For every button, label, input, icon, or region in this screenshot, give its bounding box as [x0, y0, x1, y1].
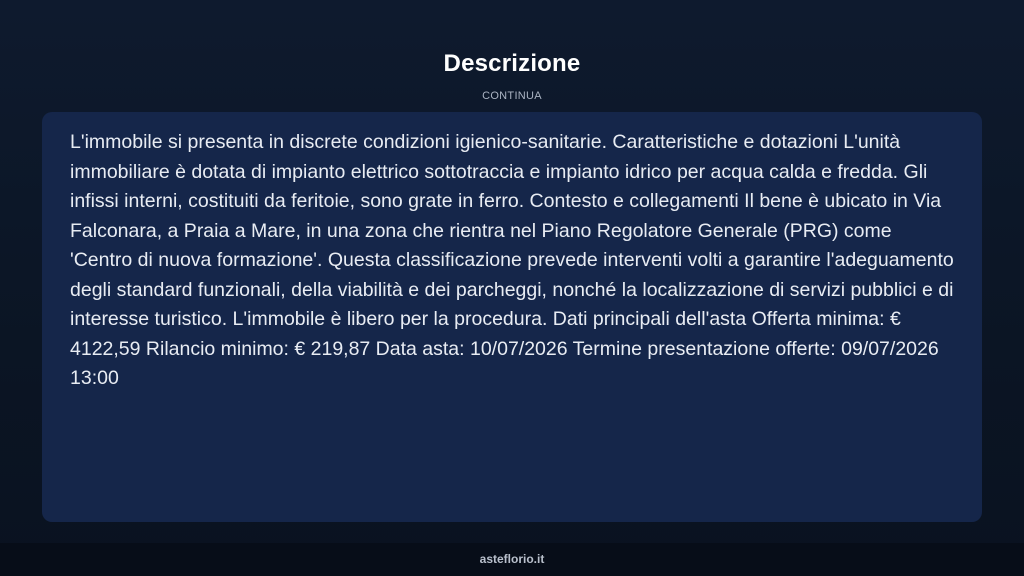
description-card [42, 112, 982, 522]
footer-site-name: asteflorio.it [479, 552, 545, 566]
description-text: L'immobile si presenta in discrete condizioni igienico-sanitarie. Caratteristiche e dotazioni L'unità immobiliare è dotata di impianto elettrico sottotraccia e impianto idrico per acqua calda e fredda. Gli infissi interni, costituiti da feritoie, sono grate in ferro. Contesto e collegamenti Il bene è ubicato in Via Falconara, a Praia a Mare, in una zona che rientra nel Piano Regolatore Generale (PRG) come 'Centro di nuova formazione'. Questa classificazione prevede interventi volti a garantire l'adeguamento degli standard funzionali, della viabilità e dei parcheggi, nonché la localizzazione di servizi pubblici e di interesse turistico. L'immobile è libero per la procedura. Dati principali dell'asta Offerta minima: € 4122,59 Rilancio minimo: € 219,87 Data asta: 10/07/2026 Termine presentazione offerte: 09/07/2026 13:00 [70, 131, 954, 389]
continua-label: CONTINUA [482, 90, 542, 102]
page-title: Descrizione [443, 50, 581, 77]
